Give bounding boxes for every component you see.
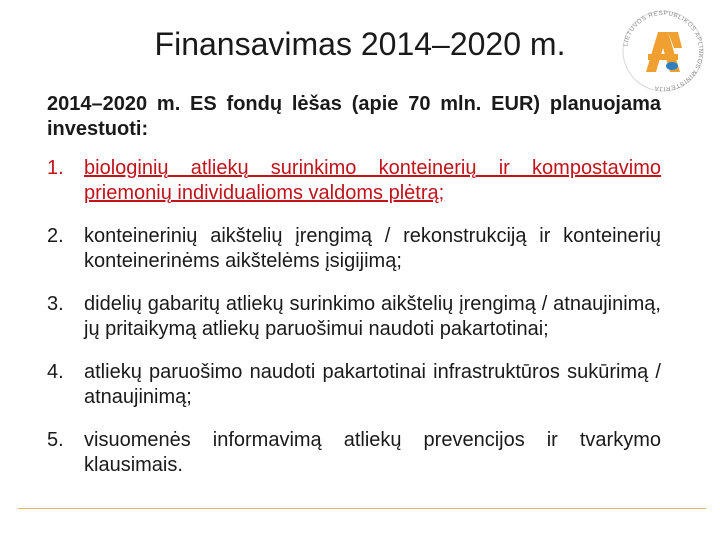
- list-item: [47, 360, 661, 410]
- investment-list: [47, 156, 661, 496]
- list-item-text: didelių gabaritų atliekų surinkimo aikštelių įrengimą / atnaujinimą, jų pritaikymą atliekų paruošimui naudoti pakartotinai;: [84, 293, 661, 340]
- logo-ring-text: LIETUVOS RESPUBLIKOS APLINKOS MINISTERIJA: [622, 9, 705, 93]
- list-item-text: konteinerinių aikštelių įrengimą / rekonstrukciją ir konteinerių konteinerinėms aikštelėms įsigijimą;: [84, 225, 661, 272]
- list-item-number: 2.: [47, 225, 64, 247]
- list-item: [47, 224, 661, 274]
- footer-divider: [18, 508, 706, 509]
- list-item-text: visuomenės informavimą atliekų prevencijos ir tvarkymo klausimais.: [84, 429, 661, 476]
- list-item-text: atliekų paruošimo naudoti pakartotinai infrastruktūros sukūrimą / atnaujinimą;: [84, 361, 661, 408]
- list-item: [47, 428, 661, 478]
- list-item-number: 5.: [47, 429, 64, 451]
- list-item-number: 3.: [47, 293, 64, 315]
- list-item: [47, 292, 661, 342]
- list-item-link[interactable]: biologinių atliekų surinkimo konteinerių ir kompostavimo priemonių individualioms valdoms plėtrą;: [84, 157, 661, 204]
- list-item-number: 4.: [47, 361, 64, 383]
- list-item: [47, 156, 661, 206]
- list-item-number: 1.: [47, 157, 64, 179]
- intro-text: 2014–2020 m. ES fondų lėšas (apie 70 mln. EUR) planuojama investuoti:: [47, 93, 661, 140]
- ministry-emblem-icon: [620, 8, 706, 94]
- slide-title: Finansavimas 2014–2020 m.: [154, 26, 566, 62]
